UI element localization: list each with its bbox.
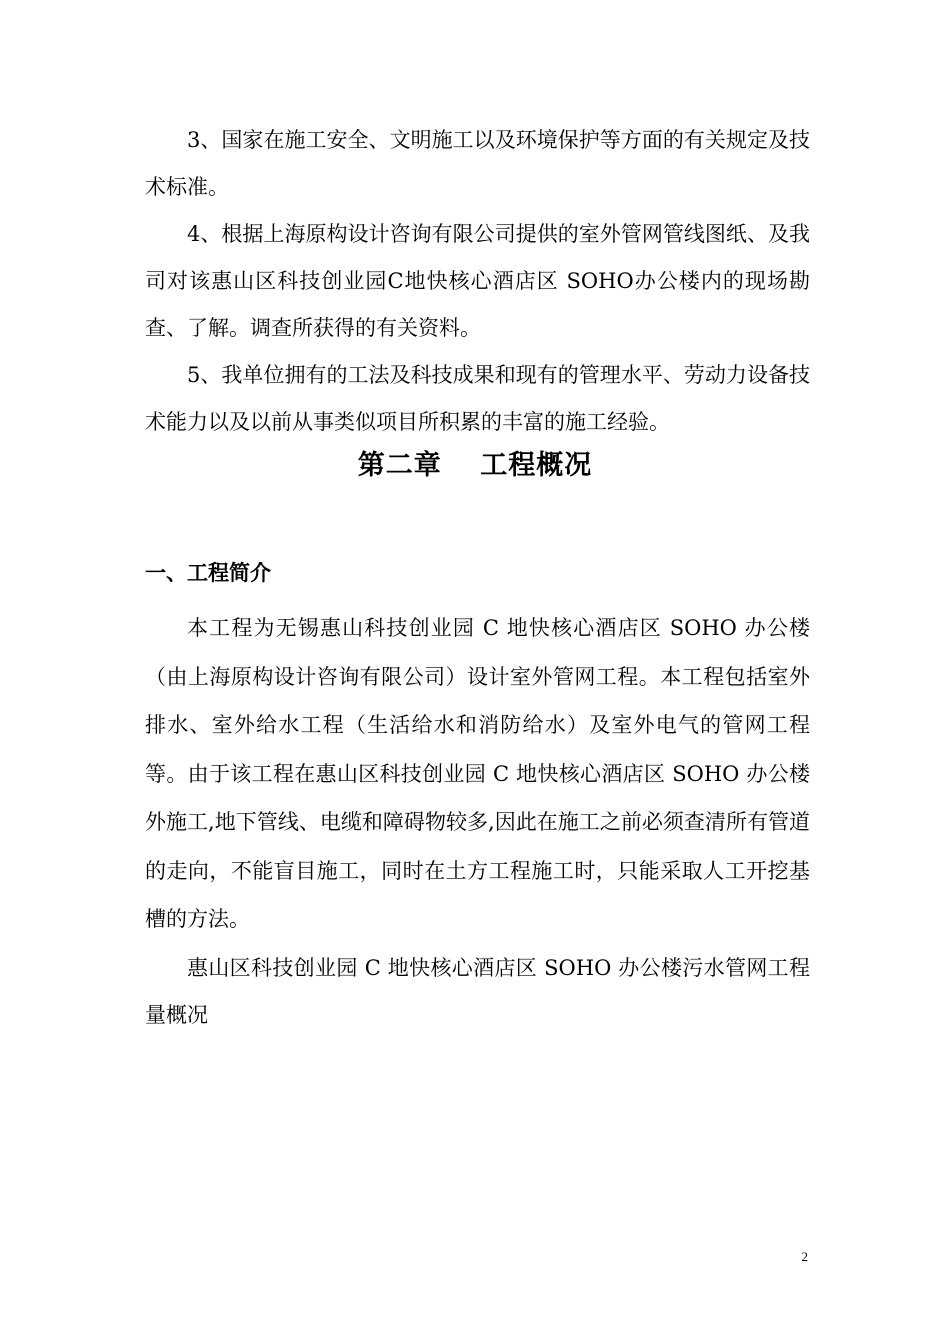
page-number: 2 — [801, 1249, 808, 1264]
paragraph-project-intro: 本工程为无锡惠山科技创业园 C 地快核心酒店区 SOHO 办公楼（由上海原构设计咨询有限公司）设计室外管网工程。本工程包括室外排水、室外给水工程（生活给水和消防给水）及室外电气的管网工程等。由于该工程在惠山区科技创业园 C 地快核心酒店区 SOHO 办公楼外施工,地下管线、电缆和障碍物较多,因此在施工之前必须查清所有管道的走向，不能盲目施工，同时在土方工程施工时，只能采取人工开挖基槽的方法。 — [145, 616, 810, 931]
paragraph-item-4: 4、根据上海原构设计咨询有限公司提供的室外管网管线图纸、及我司对该惠山区科技创业园C地快核心酒店区 SOHO办公楼内的现场勘查、了解。调查所获得的有关资料。 — [145, 222, 810, 340]
paragraph-item-5: 5、我单位拥有的工法及科技成果和现有的管理水平、劳动力设备技术能力以及以前从事类似项目所积累的丰富的施工经验。 — [145, 363, 810, 434]
paragraph-sewage-overview: 惠山区科技创业园 C 地快核心酒店区 SOHO 办公楼污水管网工程量概况 — [145, 956, 810, 1027]
chapter-title: 第二章 工程概况 — [357, 450, 593, 481]
section-title: 一、工程简介 — [145, 560, 271, 585]
paragraph-item-3: 3、国家在施工安全、文明施工以及环境保护等方面的有关规定及技术标准。 — [145, 128, 810, 199]
